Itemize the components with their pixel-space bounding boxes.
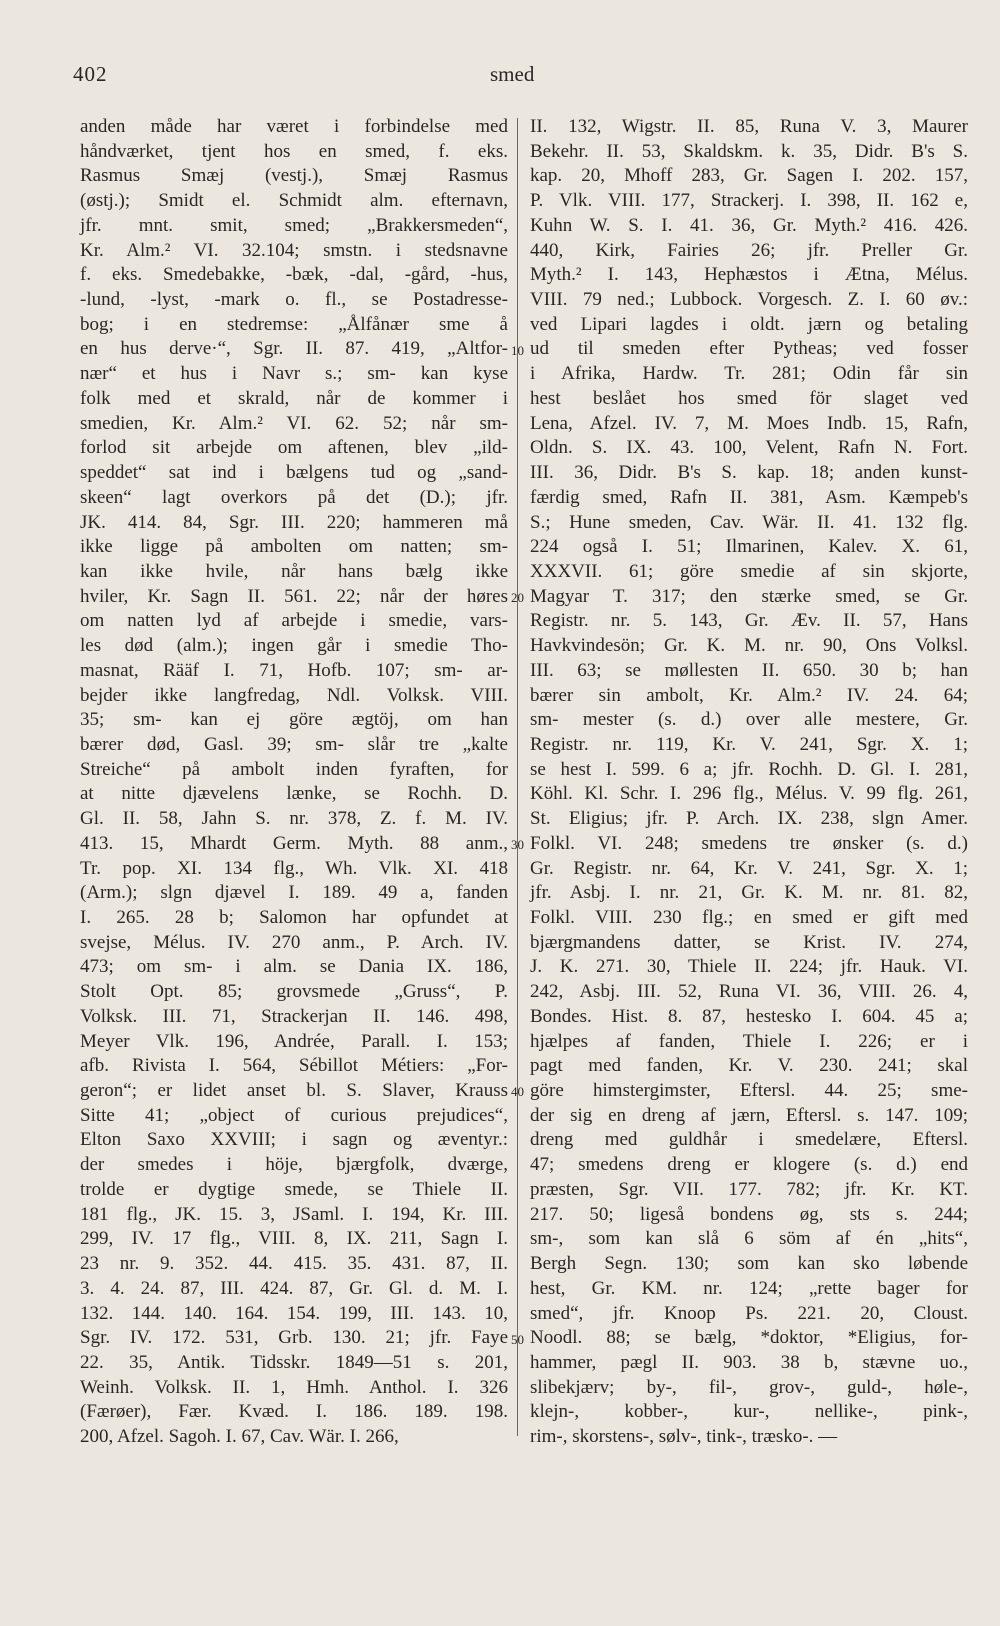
text-line: Bondes. Hist. 8. 87, hestesko I. 604. 45 a; bbox=[530, 1005, 968, 1027]
text-line: hjælpes af fanden, Thiele I. 226; er i bbox=[530, 1030, 968, 1052]
text-line: forlod sit arbejde om aftenen, blev „ild- bbox=[80, 437, 508, 459]
text-line: færdig smed, Rafn II. 381, Asm. Kæmpeb's bbox=[530, 486, 968, 508]
text-line: jfr. Asbj. I. nr. 21, Gr. K. M. nr. 81. 82, bbox=[530, 882, 968, 904]
text-line: Havkvindesön; Gr. K. M. nr. 90, Ons Volksl. bbox=[530, 635, 968, 657]
text-line: folk med et skrald, når de kommer i bbox=[80, 387, 508, 409]
text-line: i Afrika, Hardw. Tr. 281; Odin får sin bbox=[530, 363, 968, 385]
text-line: kap. 20, Mhoff 283, Gr. Sagen I. 202. 157, bbox=[530, 165, 968, 187]
text-line: 440, Kirk, Fairies 26; jfr. Preller Gr. bbox=[530, 239, 968, 261]
text-line: Kuhn W. S. I. 41. 36, Gr. Myth.² 416. 426. bbox=[530, 214, 968, 236]
text-line: se hest I. 599. 6 a; jfr. Rochh. D. Gl. I. 281, bbox=[530, 758, 968, 780]
text-line: pagt med fanden, Kr. V. 230. 241; skal bbox=[530, 1055, 968, 1077]
running-head: smed bbox=[490, 62, 535, 86]
text-line: bærer død, Gasl. 39; sm- slår tre „kalte bbox=[80, 733, 508, 755]
text-line: (Arm.); slgn djævel I. 189. 49 a, fanden bbox=[80, 882, 508, 904]
text-line: trolde er dygtige smede, se Thiele II. bbox=[80, 1178, 508, 1200]
line-number: 40 bbox=[511, 1084, 524, 1100]
text-line: Registr. nr. 5. 143, Gr. Æv. II. 57, Hans bbox=[530, 610, 968, 632]
text-line: 217. 50; ligeså bondens øg, sts s. 244; bbox=[530, 1203, 968, 1225]
text-line: 3. 4. 24. 87, III. 424. 87, Gr. Gl. d. M. I. bbox=[80, 1277, 508, 1299]
text-line: at nitte djævelens lænke, se Rochh. D. bbox=[80, 783, 508, 805]
text-line: anden måde har været i forbindelse med bbox=[80, 116, 508, 137]
text-line: Bekehr. II. 53, Skaldskm. k. 35, Didr. B's S. bbox=[530, 140, 968, 162]
text-line: slibekjærv; by-, fil-, grov-, guld-, høle-, bbox=[530, 1376, 968, 1398]
text-line: klejn-, kobber-, kur-, nellike-, pink-, bbox=[530, 1401, 968, 1423]
text-line: bjærgmandens datter, se Krist. IV. 274, bbox=[530, 931, 968, 953]
text-line: Stolt Opt. 85; grovsmede „Gruss“, P. bbox=[80, 981, 508, 1003]
column-divider bbox=[517, 118, 518, 1436]
text-line: 299, IV. 17 flg., VIII. 8, IX. 211, Sagn I. bbox=[80, 1228, 508, 1250]
text-line: -lund, -lyst, -mark o. fl., se Postadresse- bbox=[80, 289, 508, 311]
text-line: Folkl. VI. 248; smedens tre ønsker (s. d.) bbox=[530, 832, 968, 854]
text-line: Streiche“ på ambolt inden fyraften, for bbox=[80, 758, 508, 780]
text-line: sm- mester (s. d.) over alle mestere, Gr. bbox=[530, 709, 968, 731]
text-line: (Færøer), Fær. Kvæd. I. 186. 189. 198. bbox=[80, 1401, 508, 1423]
page-header bbox=[0, 62, 1000, 92]
text-line: præsten, Sgr. VII. 177. 782; jfr. Kr. KT. bbox=[530, 1178, 968, 1200]
text-line: kan ikke hvile, når hans bælg ikke bbox=[80, 560, 508, 582]
text-line: smed“, jfr. Knoop Ps. 221. 20, Cloust. bbox=[530, 1302, 968, 1324]
text-line: afb. Rivista I. 564, Sébillot Métiers: „For- bbox=[80, 1055, 508, 1077]
text-line: bog; i en stedremse: „Ålfånær sme å bbox=[80, 313, 508, 335]
text-line: der sig en dreng af jærn, Eftersl. s. 147. 109; bbox=[530, 1104, 968, 1126]
text-line: svejse, Mélus. IV. 270 anm., P. Arch. IV. bbox=[80, 931, 508, 953]
text-line: ikke ligge på ambolten om natten; sm- bbox=[80, 536, 508, 558]
text-line: XXXVII. 61; göre smedie af sin skjorte, bbox=[530, 560, 968, 582]
right-column bbox=[530, 115, 968, 1450]
text-line: S.; Hune smeden, Cav. Wär. II. 41. 132 flg. bbox=[530, 511, 968, 533]
text-line: J. K. 271. 30, Thiele II. 224; jfr. Hauk. VI. bbox=[530, 956, 968, 978]
text-line: Lena, Afzel. IV. 7, M. Moes Indb. 15, Rafn, bbox=[530, 412, 968, 434]
text-line: II. 132, Wigstr. II. 85, Runa V. 3, Maurer bbox=[530, 116, 968, 137]
text-line: III. 36, Didr. B's S. kap. 18; anden kunst- bbox=[530, 462, 968, 484]
text-line: Kr. Alm.² VI. 32.104; smstn. i stedsnavne bbox=[80, 239, 508, 261]
text-line: Registr. nr. 119, Kr. V. 241, Sgr. X. 1; bbox=[530, 733, 968, 755]
text-line: Folkl. VIII. 230 flg.; en smed er gift med bbox=[530, 907, 968, 928]
text-line: Volksk. III. 71, Strackerjan II. 146. 498, bbox=[80, 1005, 508, 1027]
text-line: 200, Afzel. Sagoh. I. 67, Cav. Wär. I. 266, bbox=[80, 1426, 399, 1448]
text-line: les død (alm.); ingen går i smedie Tho- bbox=[80, 635, 508, 657]
line-number: 20 bbox=[511, 589, 524, 605]
left-column bbox=[80, 115, 508, 1450]
text-line: 35; sm- kan ej göre ægtöj, om han bbox=[80, 709, 508, 731]
text-line: Meyer Vlk. 196, Andrée, Parall. I. 153; bbox=[80, 1030, 508, 1052]
text-line: bejder ikke langfredag, Ndl. Volksk. VIII. bbox=[80, 684, 508, 706]
text-line: sm-, som kan slå 6 söm af én „hits“, bbox=[530, 1228, 968, 1250]
text-line: en hus derve·“, Sgr. II. 87. 419, „Altfor- bbox=[80, 338, 508, 360]
text-line: 23 nr. 9. 352. 44. 415. 35. 431. 87, II. bbox=[80, 1253, 508, 1275]
text-line: 22. 35, Antik. Tidsskr. 1849—51 s. 201, bbox=[80, 1351, 508, 1373]
text-line: P. Vlk. VIII. 177, Strackerj. I. 398, II. 162 e, bbox=[530, 190, 968, 212]
text-line: hviler, Kr. Sagn II. 561. 22; når der høres bbox=[80, 585, 508, 607]
text-line: håndværket, tjent hos en smed, f. eks. bbox=[80, 140, 508, 162]
text-line: Sitte 41; „object of curious prejudices“, bbox=[80, 1104, 508, 1126]
text-line: ved Lipari lagdes i oldt. jærn og betaling bbox=[530, 313, 968, 335]
text-line: 181 flg., JK. 15. 3, JSaml. I. 194, Kr. III. bbox=[80, 1203, 508, 1225]
text-line: speddet“ sat ind i bælgens tud og „sand- bbox=[80, 462, 508, 484]
text-line: f. eks. Smedebakke, -bæk, -dal, -gård, -hus, bbox=[80, 264, 508, 286]
text-line: hest beslået hos smed för slaget ved bbox=[530, 387, 968, 409]
text-line: nær“ et hus i Navr s.; sm- kan kyse bbox=[80, 363, 508, 385]
text-line: jfr. mnt. smit, smed; „Brakkersmeden“, bbox=[80, 214, 508, 236]
text-line: Sgr. IV. 172. 531, Grb. 130. 21; jfr. Faye bbox=[80, 1327, 508, 1349]
text-line: der smedes i höje, bjærgfolk, dværge, bbox=[80, 1154, 508, 1176]
line-number: 50 bbox=[511, 1331, 524, 1347]
text-line: Elton Saxo XXVIII; i sagn og æventyr.: bbox=[80, 1129, 508, 1151]
text-line: rim-, skorstens-, sølv-, tink-, træsko-. — bbox=[530, 1426, 838, 1448]
text-line: 473; om sm- i alm. se Dania IX. 186, bbox=[80, 956, 508, 978]
text-line: masnat, Rääf I. 71, Hofb. 107; sm- ar- bbox=[80, 659, 508, 681]
text-line: Gl. II. 58, Jahn S. nr. 378, Z. f. M. IV. bbox=[80, 808, 508, 830]
text-line: göre himstergimster, Eftersl. 44. 25; sme- bbox=[530, 1080, 968, 1102]
text-line: om natten lyd af arbejde i smedie, vars- bbox=[80, 610, 508, 632]
text-line: Myth.² I. 143, Hephæstos i Ætna, Mélus. bbox=[530, 264, 968, 286]
text-line: Weinh. Volksk. II. 1, Hmh. Anthol. I. 326 bbox=[80, 1376, 508, 1398]
text-line: bærer sin ambolt, Kr. Alm.² IV. 24. 64; bbox=[530, 684, 968, 706]
text-line: 413. 15, Mhardt Germ. Myth. 88 anm., bbox=[80, 832, 508, 854]
text-line: 224 også I. 51; Ilmarinen, Kalev. X. 61, bbox=[530, 536, 968, 558]
text-line: I. 265. 28 b; Salomon har opfundet at bbox=[80, 907, 508, 928]
text-line: geron“; er lidet anset bl. S. Slaver, Krauss bbox=[80, 1080, 508, 1102]
text-line: Rasmus Smæj (vestj.), Smæj Rasmus bbox=[80, 165, 508, 187]
text-line: ud til smeden efter Pytheas; ved fosser bbox=[530, 338, 968, 360]
text-line: hest, Gr. KM. nr. 124; „rette bager for bbox=[530, 1277, 968, 1299]
page-number: 402 bbox=[73, 62, 108, 86]
text-line: 242, Asbj. III. 52, Runa VI. 36, VIII. 26. 4, bbox=[530, 981, 968, 1003]
text-line: hammer, pægl II. 903. 38 b, stævne uo., bbox=[530, 1351, 968, 1373]
text-line: III. 63; se møllesten II. 650. 30 b; han bbox=[530, 659, 968, 681]
text-line: 132. 144. 140. 164. 154. 199, III. 143. 10, bbox=[80, 1302, 508, 1324]
text-line: Magyar T. 317; den stærke smed, se Gr. bbox=[530, 585, 968, 607]
text-line: VIII. 79 ned.; Lubbock. Vorgesch. Z. I. 60 øv.: bbox=[530, 289, 968, 311]
text-line: Oldn. S. IX. 43. 100, Velent, Rafn N. Fort. bbox=[530, 437, 968, 459]
text-line: skeen“ lagt overkors på det (D.); jfr. bbox=[80, 486, 508, 508]
text-line: St. Eligius; jfr. P. Arch. IX. 238, slgn Amer. bbox=[530, 808, 968, 830]
text-line: smedien, Kr. Alm.² VI. 62. 52; når sm- bbox=[80, 412, 508, 434]
text-line: (østj.); Smidt el. Schmidt alm. efternavn, bbox=[80, 190, 508, 212]
text-line: JK. 414. 84, Sgr. III. 220; hammeren må bbox=[80, 511, 508, 533]
line-number: 30 bbox=[511, 837, 524, 853]
text-line: Gr. Registr. nr. 64, Kr. V. 241, Sgr. X. 1; bbox=[530, 857, 968, 879]
text-line: Bergh Segn. 130; som kan sko løbende bbox=[530, 1253, 968, 1275]
line-number: 10 bbox=[511, 342, 524, 358]
text-line: 47; smedens dreng er klogere (s. d.) end bbox=[530, 1154, 968, 1176]
text-line: dreng med guldhår i smedelære, Eftersl. bbox=[530, 1129, 968, 1151]
text-line: Noodl. 88; se bælg, *doktor, *Eligius, for- bbox=[530, 1327, 968, 1349]
text-line: Köhl. Kl. Schr. I. 296 flg., Mélus. V. 99 flg. 261, bbox=[530, 783, 968, 805]
text-line: Tr. pop. XI. 134 flg., Wh. Vlk. XI. 418 bbox=[80, 857, 508, 879]
